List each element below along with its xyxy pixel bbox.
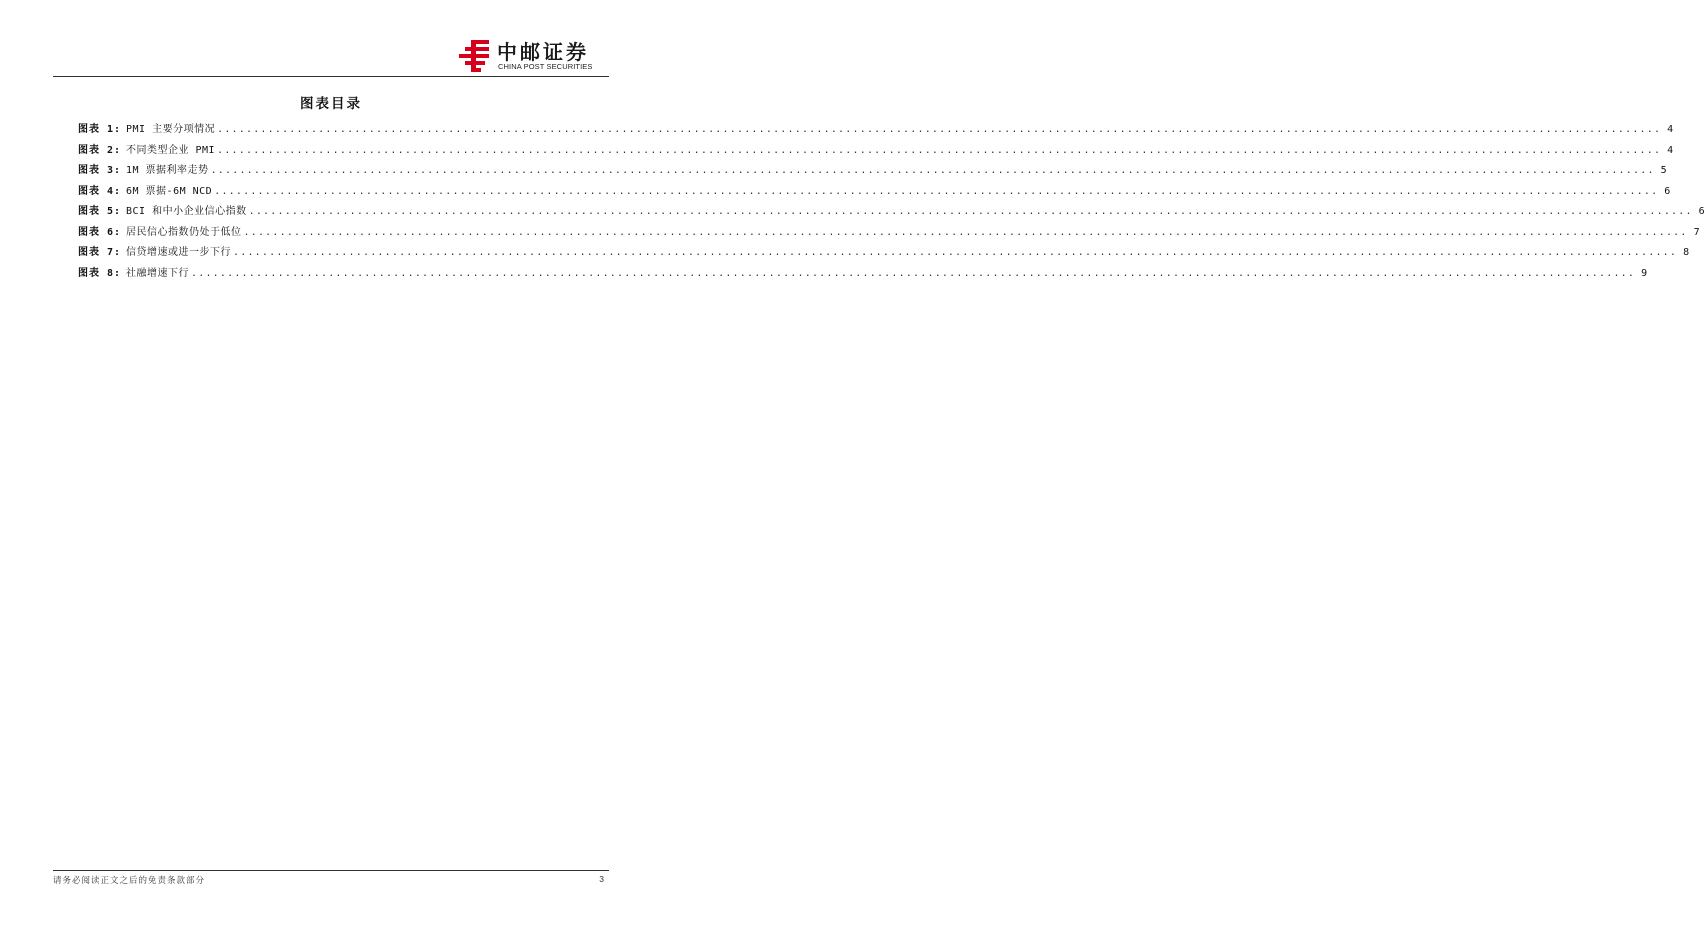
- toc-entry-title: 社融增速下行: [126, 267, 189, 279]
- header-divider: [53, 76, 609, 77]
- toc-entry[interactable]: [78, 243, 1690, 264]
- toc-entry-label: 图表 8:: [78, 267, 122, 279]
- toc-entry-label: 图表 5:: [78, 206, 122, 217]
- company-logo: [457, 38, 607, 78]
- toc-leader-dots: ........................................................................................................................................................................................................: [210, 165, 1655, 176]
- toc-entry-title: BCI 和中小企业信心指数: [126, 206, 247, 217]
- toc-entry[interactable]: [78, 202, 1705, 223]
- toc-leader-dots: ........................................................................................................................................................................................................: [248, 206, 1693, 217]
- toc-entry-title: 6M 票据-6M NCD: [126, 185, 213, 197]
- toc-entry-page: 7: [1693, 226, 1700, 238]
- page-header: [53, 28, 609, 76]
- toc-entry[interactable]: [78, 182, 1671, 203]
- toc-entry-label: 图表 6:: [78, 226, 122, 238]
- toc-entry-page: 6: [1698, 206, 1705, 217]
- toc-leader-dots: ........................................................................................................................................................................................................: [191, 267, 1636, 279]
- toc-leader-dots: ........................................................................................................................................................................................................: [233, 247, 1678, 258]
- toc-entry-page: 4: [1667, 144, 1674, 156]
- toc-leader-dots: ........................................................................................................................................................................................................: [243, 226, 1688, 238]
- toc-entry-title: 居民信心指数仍处于低位: [126, 226, 242, 238]
- toc-leader-dots: ........................................................................................................................................................................................................: [217, 144, 1662, 156]
- toc-title: 图表目录: [300, 96, 362, 112]
- toc-leader-dots: ........................................................................................................................................................................................................: [214, 185, 1659, 197]
- toc-entry-page: 9: [1641, 267, 1648, 279]
- toc-entry[interactable]: [78, 264, 1648, 285]
- toc-entry[interactable]: [78, 141, 1674, 162]
- toc-entry-title: 不同类型企业 PMI: [126, 144, 216, 156]
- toc-entry-page: 5: [1660, 165, 1667, 176]
- toc-entry-label: 图表 7:: [78, 247, 122, 258]
- logo-chinese-name: 中邮证券: [497, 40, 589, 64]
- toc-entry-label: 图表 2:: [78, 144, 122, 156]
- toc-entry-title: 1M 票据利率走势: [126, 165, 209, 176]
- logo-english-name: CHINA POST SECURITIES: [498, 62, 593, 71]
- toc-leader-dots: ........................................................................................................................................................................................................: [217, 124, 1662, 135]
- china-post-logo-icon: [457, 38, 493, 74]
- toc-entry-title: 信贷增速或进一步下行: [126, 247, 231, 258]
- toc-entry-page: 8: [1683, 247, 1690, 258]
- toc-entry-page: 6: [1664, 185, 1671, 197]
- footer-divider: [53, 870, 609, 871]
- toc-entry-page: 4: [1667, 124, 1674, 135]
- toc-entry-label: 图表 4:: [78, 185, 122, 197]
- toc-entry-title: PMI 主要分项情况: [126, 124, 216, 135]
- page-number: 3: [599, 874, 604, 884]
- toc-entry-label: 图表 3:: [78, 165, 122, 176]
- toc-entry-label: 图表 1:: [78, 124, 122, 135]
- toc-entry[interactable]: [78, 161, 1667, 182]
- table-of-figures: [78, 120, 1705, 284]
- toc-entry[interactable]: [78, 223, 1700, 244]
- toc-entry[interactable]: [78, 120, 1674, 141]
- disclaimer-note: 请务必阅读正文之后的免责条款部分: [53, 876, 206, 886]
